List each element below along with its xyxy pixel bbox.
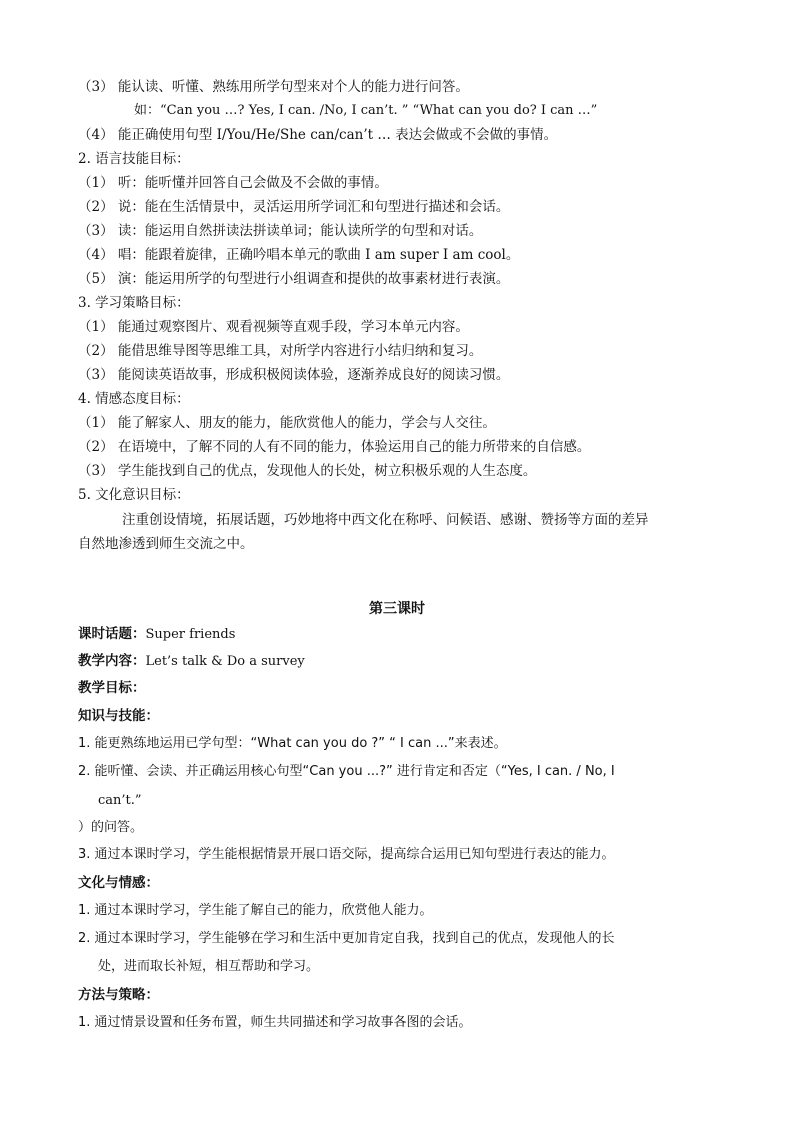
emotion-1: （1） 能了解家人、朋友的能力，能欣赏他人的能力，学会与人交往。 [78,415,496,431]
knowledge-heading: 知识与技能： [78,708,159,724]
topic-line [78,625,235,644]
knowledge-2: 2. 能听懂、会读、并正确运用核心句型“Can you ...?” 进行肯定和否定（“Yes, I can. / No, I [78,764,615,779]
emotion-2: （2） 在语境中，了解不同的人有不同的能力，体验运用自己的能力所带来的自信感。 [78,439,591,455]
knowledge-2-end: ）的问答。 [78,820,144,835]
skill-listen: （1） 听：能听懂并回答自己会做及不会做的事情。 [78,175,388,191]
knowledge-2-cont: can’t.” [98,793,142,808]
content-value: Let’s talk & Do a survey [145,654,305,669]
culture-emotion-2-cont: 处，进而取长补短，相互帮助和学习。 [98,959,320,974]
goal-line-3: （3） 能认读、听懂、熟练用所学句型来对个人的能力进行问答。 [78,79,469,95]
topic-label: 课时话题： [78,626,146,642]
skill-speak: （2） 说：能在生活情景中，灵活运用所学词汇和句型进行描述和会话。 [78,199,510,215]
culture-emotion-1: 1. 通过本课时学习，学生能了解自己的能力，欣赏他人能力。 [78,903,433,918]
culture-emotion-heading: 文化与情感： [78,875,159,891]
topic-value: Super friends [145,627,236,642]
skill-read: （3） 读：能运用自然拼读法拼读单词；能认读所学的句型和对话。 [78,223,483,239]
strategy-1: （1） 能通过观察图片、观看视频等直观手段，学习本单元内容。 [78,319,469,335]
knowledge-1: 1. 能更熟练地运用已学句型：“What can you do ?” “ I can ...”来表述。 [78,736,507,751]
content-label: 教学内容： [78,653,146,669]
goal-line-4: （4） 能正确使用句型 I/You/He/She can/can’t … 表达会做或不会做的事情。 [78,127,558,143]
culture-text-1: 注重创设情境，拓展话题，巧妙地将中西文化在称呼、问候语、感谢、赞扬等方面的差异 [122,512,649,528]
emotion-heading: 4. 情感态度目标： [78,391,190,407]
skill-sing: （4） 唱：能跟着旋律，正确吟唱本单元的歌曲 I am super I am cool。 [78,247,520,263]
goal-heading: 教学目标： [78,680,146,696]
skill-heading: 2. 语言技能目标： [78,151,190,167]
emotion-3: （3） 学生能找到自己的优点，发现他人的长处，树立积极乐观的人生态度。 [78,463,537,479]
lesson-title: 第三课时 [369,601,425,617]
culture-emotion-2: 2. 通过本课时学习，学生能够在学习和生活中更加肯定自我，找到自己的优点，发现他人的长 [78,931,615,946]
method-heading: 方法与策略： [78,987,159,1003]
knowledge-3: 3. 通过本课时学习，学生能根据情景开展口语交际，提高综合运用已知句型进行表达的能力。 [78,847,615,862]
example-line: 如：“Can you …? Yes, I can. /No, I can’t. ” “What can you do? I can …” [134,103,598,118]
culture-text-2: 自然地渗透到师生交流之中。 [78,536,254,552]
skill-act: （5） 演：能运用所学的句型进行小组调查和提供的故事素材进行表演。 [78,271,510,287]
strategy-3: （3） 能阅读英语故事，形成积极阅读体验，逐渐养成良好的阅读习惯。 [78,367,510,383]
strategy-heading: 3. 学习策略目标： [78,295,190,311]
strategy-2: （2） 能借思维导图等思维工具，对所学内容进行小结归纳和复习。 [78,343,483,359]
content-line [78,652,305,671]
method-1: 1. 通过情景设置和任务布置，师生共同描述和学习故事各图的会话。 [78,1015,472,1030]
culture-heading: 5. 文化意识目标： [78,487,190,503]
